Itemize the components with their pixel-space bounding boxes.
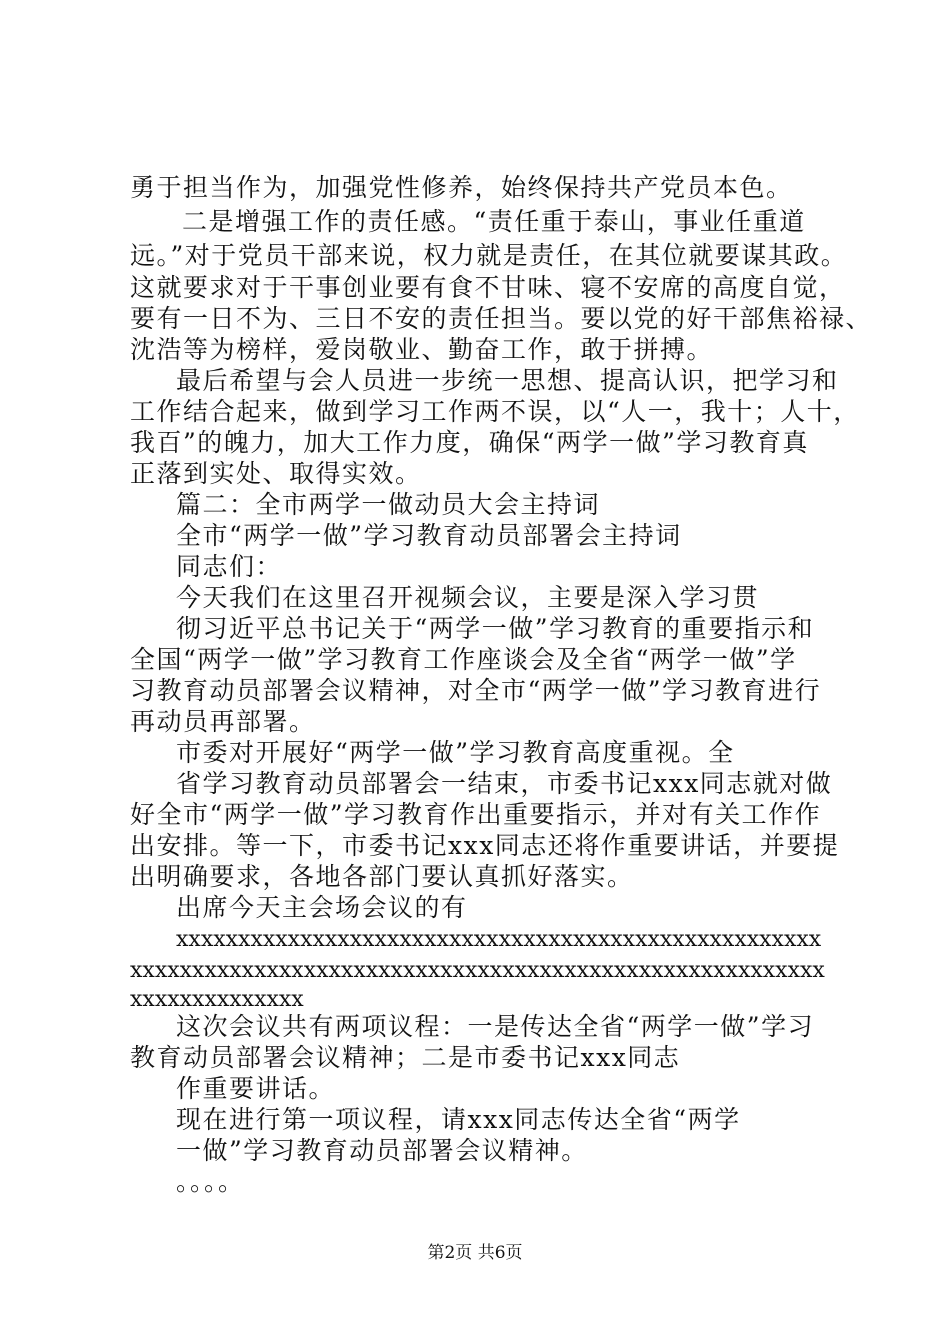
body-line: 这次会议共有两项议程：一是传达全省“两学一做”学习 <box>176 1012 815 1041</box>
body-line: 全国“两学一做”学习教育工作座谈会及全省“两学一做”学 <box>130 645 797 674</box>
body-line: 出明确要求，各地各部门要认真抓好落实。 <box>130 862 634 891</box>
body-line: 我百”的魄力，加大工作力度，确保“两学一做”学习教育真 <box>130 428 809 457</box>
body-line: 好全市“两学一做”学习教育作出重要指示，并对有关工作作 <box>130 800 822 829</box>
body-line: 沈浩等为榜样，爱岗敬业、勤奋工作，敢于拼搏。 <box>130 335 714 364</box>
body-line: 正落到实处、取得实效。 <box>130 459 422 488</box>
body-line: 工作结合起来，做到学习工作两不误，以“人一，我十；人十， <box>130 397 860 426</box>
body-line: 习教育动员部署会议精神，对全市“两学一做”学习教育进行 <box>130 676 822 705</box>
body-line: 教育动员部署会议精神；二是市委书记xxx同志 <box>130 1043 681 1072</box>
ellipsis-line: 。。。。 <box>176 1167 245 1196</box>
placeholder-line: xxxxxxxxxxxxxx <box>130 987 304 1012</box>
placeholder-line: xxxxxxxxxxxxxxxxxxxxxxxxxxxxxxxxxxxxxxxxxxxxxxxxxxxx <box>176 927 822 952</box>
body-line: 现在进行第一项议程，请xxx同志传达全省“两学 <box>176 1105 741 1134</box>
placeholder-line: xxxxxxxxxxxxxxxxxxxxxxxxxxxxxxxxxxxxxxxxxxxxxxxxxxxxxxxx <box>130 958 825 983</box>
body-line: 出安排。等一下，市委书记xxx同志还将作重要讲话，并要提 <box>130 831 840 860</box>
body-line: 远。”对于党员干部来说，权力就是责任，在其位就要谋其政。 <box>130 241 848 270</box>
body-line: 作重要讲话。 <box>176 1074 336 1103</box>
body-line: 市委对开展好“两学一做”学习教育高度重视。全 <box>176 738 735 767</box>
body-line: 要有一日不为、三日不安的责任担当。要以党的好干部焦裕禄、 <box>130 304 873 333</box>
section-heading: 篇二：全市两学一做动员大会主持词 <box>176 490 601 519</box>
body-line: 同志们： <box>176 552 283 581</box>
section-subtitle: 全市“两学一做”学习教育动员部署会主持词 <box>176 521 682 550</box>
body-line: 再动员再部署。 <box>130 707 316 736</box>
body-line: 今天我们在这里召开视频会议，主要是深入学习贯 <box>176 583 760 612</box>
body-line: 这就要求对于干事创业要有食不甘味、寝不安席的高度自觉， <box>130 273 846 302</box>
body-line: 一做”学习教育动员部署会议精神。 <box>176 1136 588 1165</box>
body-line: 省学习教育动员部署会一结束，市委书记xxx同志就对做 <box>176 769 833 798</box>
body-line: 勇于担当作为，加强党性修养，始终保持共产党员本色。 <box>130 173 793 202</box>
body-line: 二是增强工作的责任感。“责任重于泰山，事业任重道 <box>182 207 806 236</box>
body-line: 彻习近平总书记关于“两学一做”学习教育的重要指示和 <box>176 614 815 643</box>
body-line: 最后希望与会人员进一步统一思想、提高认识，把学习和 <box>176 366 839 395</box>
page-number: 第2页 共6页 <box>427 1243 523 1263</box>
body-line: 出席今天主会场会议的有 <box>176 893 468 922</box>
